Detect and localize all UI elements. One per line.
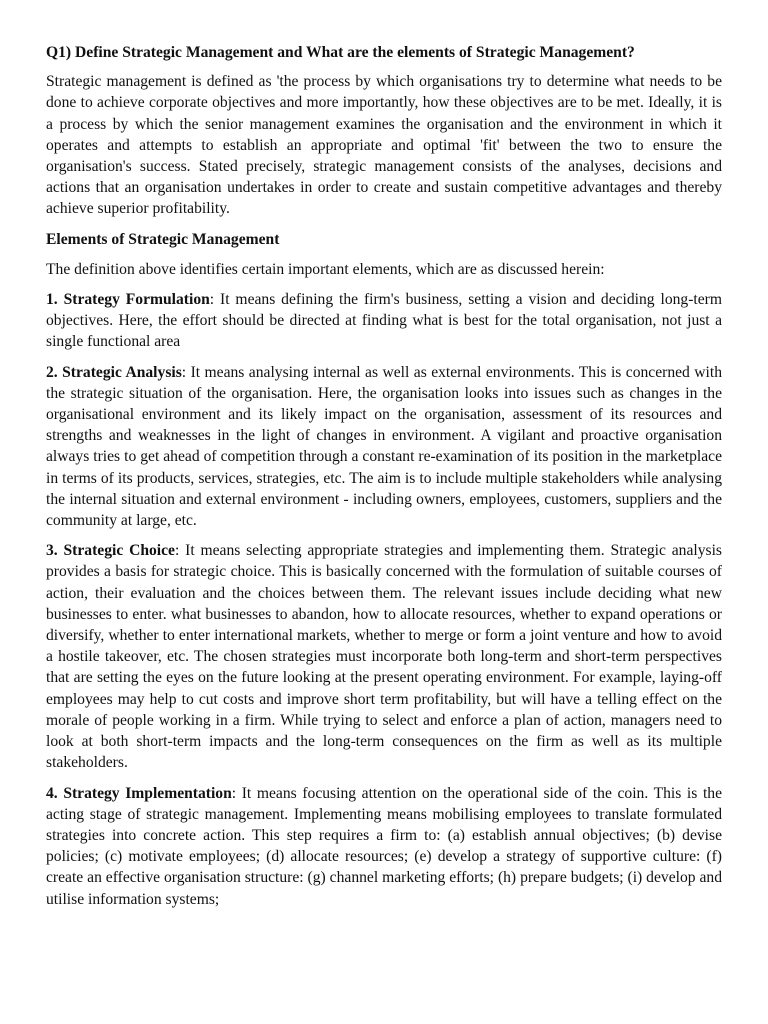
section-heading: Elements of Strategic Management [46, 230, 280, 248]
intro-paragraph: Strategic management is defined as 'the process by which organisations try to determine what needs to be done to achieve corporate objectives and more importantly, how these objectives are to be met. Ideally, it is a process by which the senior management examines the organisation and the environment in which it operates and attempts to establish an appropriate and optimal 'fit' between the two to ensure the organisation's success. Stated precisely, strategic management consists of the analyses, decisions and actions that an organisation undertakes in order to create and sustain competitive advantages and thereby achieve superior profitability. [46, 73, 722, 218]
element-text: : It means focusing attention on the operational side of the coin. This is the acting stage of strategic management. Implementing means mobilising employees to translate formulated strategies into concrete action. This step requires a firm to: (a) establish annual objectives; (b) devise policies; (c) motivate employees; (d) allocate resources; (e) develop a strategy of supportive culture: (f) create an effective organisation structure: (g) channel marketing efforts; (h) prepare budgets; (i) develop and utilise information systems; [46, 784, 722, 908]
element-strategy-formulation [46, 289, 722, 353]
element-term: 2. Strategic Analysis [46, 363, 182, 381]
element-text: : It means analysing internal as well as external environments. This is concerned with the strategic situation of the organisation. Here, the organisation looks into issues such as changes in the organisational environment and its likely impact on the organisation, assessment of its resources and strengths and weaknesses in the light of changes in environment. A vigilant and proactive organisation always tries to get ahead of competition through a constant re-examination of its position in the marketplace in terms of its products, services, strategies, etc. The aim is to include multiple stakeholders while analysing the internal situation and external environment - including owners, employees, customers, suppliers and the community at large, etc. [46, 363, 723, 530]
element-term: 1. Strategy Formulation [46, 291, 210, 309]
elements-intro-paragraph: The definition above identifies certain important elements, which are as discussed herein: [46, 260, 605, 278]
element-term: 3. Strategic Choice [46, 542, 175, 560]
element-strategy-implementation [46, 783, 722, 910]
element-text: : It means defining the firm's business, setting a vision and deciding long-term objectives. Here, the effort should be directed at finding what is best for the total organisation, not just a single functional area [46, 291, 722, 351]
question-heading: Q1) Define Strategic Management and What are the elements of Strategic Management? [46, 44, 635, 61]
element-term: 4. Strategy Implementation [46, 784, 232, 802]
element-text: : It means selecting appropriate strategies and implementing them. Strategic analysis provides a basis for strategic choice. This is basically concerned with the formulation of suitable courses of action, their evaluation and the choices between them. The relevant issues include deciding what new businesses to enter. what businesses to abandon, how to allocate resources, whether to expand operations or diversify, whether to enter international markets, whether to merge or form a joint venture and how to avoid a hostile takeover, etc. The chosen strategies must incorporate both long-term and short-term perspectives that are setting the eyes on the future looking at the present operating environment. For example, laying-off employees may help to cut costs and improve short term profitability, but will have a telling effect on the morale of people working in a firm. While trying to select and enforce a plan of action, managers need to look at both short-term impacts and the long-term consequences on the firm as well as its multiple stakeholders. [46, 542, 722, 772]
element-strategic-choice [46, 540, 722, 773]
element-strategic-analysis [46, 362, 722, 532]
document-page [46, 42, 722, 919]
